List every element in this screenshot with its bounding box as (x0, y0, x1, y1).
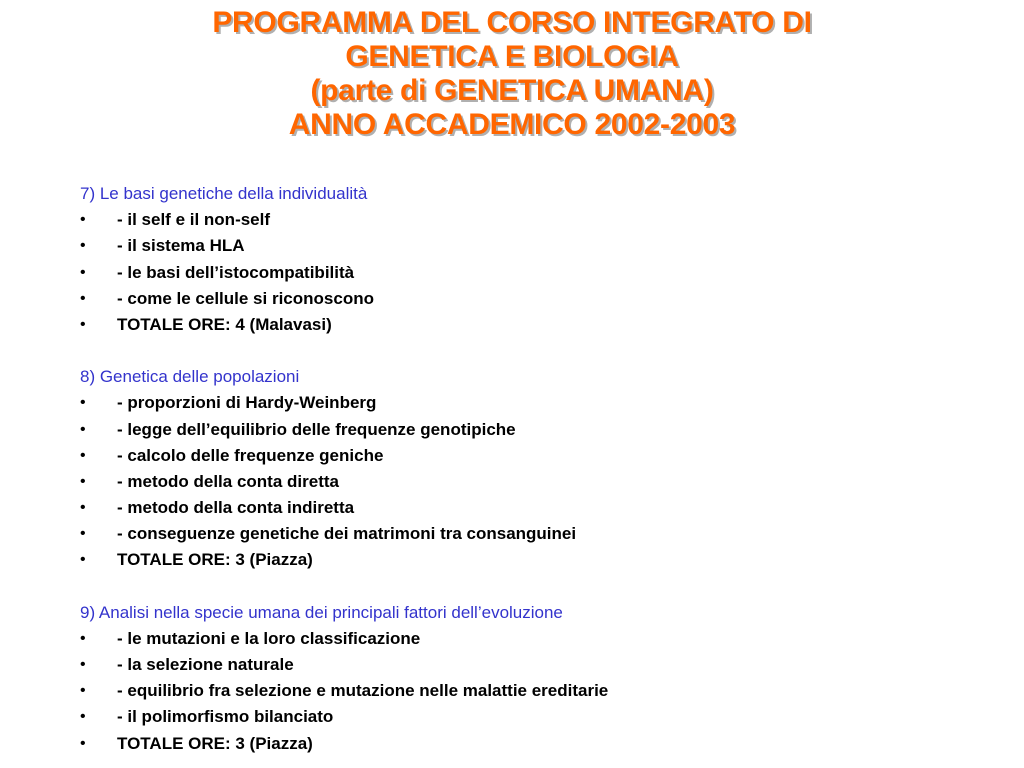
section-individuality (80, 181, 980, 338)
title-line-1: PROGRAMMA DEL CORSO INTEGRATO DI (212, 6, 812, 39)
list-item (80, 260, 980, 286)
bullet-icon: • (80, 656, 86, 673)
title-line-2: GENETICA E BIOLOGIA (345, 40, 679, 73)
bullet-icon: • (80, 263, 86, 281)
bullet-icon: • (80, 420, 86, 438)
list-item (80, 207, 980, 233)
bullet-icon: • (80, 394, 86, 412)
list-item-text: - metodo della conta indiretta (117, 498, 355, 518)
section-heading: 9) Analisi nella specie umana dei principali fattori dell’evoluzione (80, 602, 563, 622)
list-item (80, 704, 980, 730)
bullet-icon: • (80, 499, 86, 517)
list-item (80, 443, 980, 469)
list-item (80, 469, 980, 495)
list-item (80, 626, 980, 652)
list-item-text: - proporzioni di Hardy-Weinberg (117, 393, 377, 413)
list-item (80, 678, 980, 704)
bullet-icon: • (80, 708, 86, 726)
bullet-icon: • (80, 629, 86, 647)
page-title (0, 6, 1024, 142)
bullet-icon: • (80, 289, 86, 307)
section-heading: 8) Genetica delle popolazioni (80, 367, 300, 387)
list-item-text: TOTALE ORE: 3 (Piazza) (117, 733, 313, 753)
list-item-text: - equilibrio fra selezione e mutazione nelle malattie ereditarie (117, 681, 609, 701)
title-line-4: ANNO ACCADEMICO 2002-2003 (288, 108, 736, 141)
list-item-text: TOTALE ORE: 3 (Piazza) (117, 550, 313, 570)
list-item-text: - il polimorfismo bilanciato (117, 707, 334, 727)
bullet-icon: • (80, 682, 86, 700)
list-item (80, 521, 980, 547)
list-item (80, 652, 980, 678)
bullet-icon: • (80, 446, 86, 464)
list-item-text: - le basi dell’istocompatibilità (117, 262, 355, 282)
list-item-text: - metodo della conta diretta (117, 471, 339, 491)
title-line-3: (parte di GENETICA UMANA) (310, 74, 714, 107)
list-item-text: - la selezione naturale (117, 655, 294, 674)
course-program-body (80, 181, 980, 757)
bullet-icon: • (80, 211, 86, 229)
bullet-icon: • (80, 315, 86, 333)
list-item (80, 390, 980, 416)
list-item (80, 233, 980, 259)
list-item-text: - legge dell’equilibrio delle frequenze genotipiche (117, 419, 516, 439)
list-item-text: - il sistema HLA (117, 236, 245, 256)
list-item (80, 417, 980, 443)
list-item (80, 495, 980, 521)
total-hours (80, 312, 980, 338)
bullet-icon: • (80, 734, 86, 752)
total-hours (80, 731, 980, 757)
bullet-icon: • (80, 472, 86, 490)
bullet-icon: • (80, 551, 86, 569)
list-item (80, 286, 980, 312)
list-item-text: - il self e il non-self (117, 210, 271, 230)
list-item-text: - calcolo delle frequenze geniche (117, 445, 384, 465)
list-item-text: TOTALE ORE: 4 (Malavasi) (117, 314, 332, 334)
section-evolution-factors (80, 600, 980, 757)
bullet-icon: • (80, 525, 86, 543)
list-item-text: - conseguenze genetiche dei matrimoni tra consanguinei (117, 524, 577, 544)
section-population-genetics (80, 364, 980, 574)
bullet-icon: • (80, 237, 86, 255)
list-item-text: - come le cellule si riconoscono (117, 288, 374, 308)
total-hours (80, 547, 980, 573)
section-heading: 7) Le basi genetiche della individualità (80, 184, 368, 203)
list-item-text: - le mutazioni e la loro classificazione (117, 628, 421, 648)
